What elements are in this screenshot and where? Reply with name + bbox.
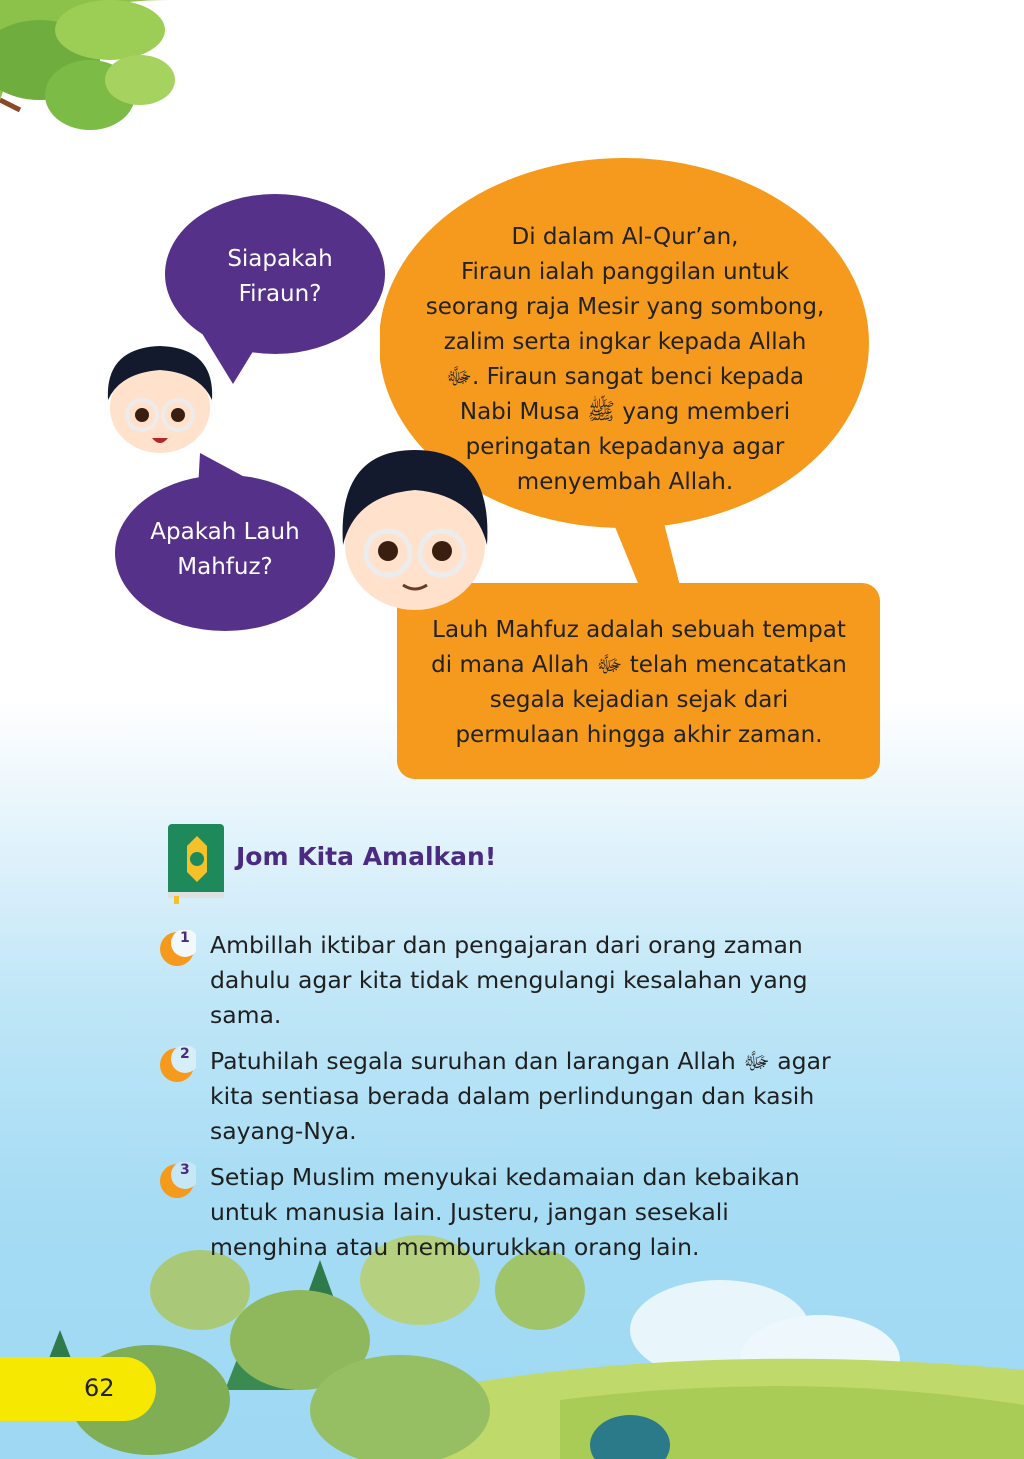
item-number: 3 bbox=[180, 1162, 190, 1178]
page-number: 62 bbox=[84, 1374, 115, 1402]
boy-character-1 bbox=[100, 338, 220, 458]
item-text: Setiap Muslim menyukai kedamaian dan kebaikan untuk manusia lain. Justeru, jangan sesekali menghina atau memburukkan orang lain. bbox=[210, 1163, 800, 1261]
item-number: 2 bbox=[180, 1046, 190, 1062]
list-item bbox=[158, 1160, 838, 1270]
item-number: 1 bbox=[180, 930, 190, 946]
question-1-text: Siapakah Firaun? bbox=[227, 246, 333, 307]
answer-1-text: Di dalam Al-Qur’an, Firaun ialah panggilan untuk seorang raja Mesir yang sombong, zalim serta ingkar kepada Allah ﷻ. Firaun sangat benci kepada Nabi Musa ﷺ yang memberi peringatan kepadanya agar menyembah Allah. bbox=[425, 224, 825, 495]
quran-book-icon bbox=[166, 822, 228, 904]
crescent-moon-icon bbox=[158, 1046, 196, 1084]
crescent-moon-icon bbox=[158, 930, 196, 968]
item-text: Ambillah iktibar dan pengajaran dari orang zaman dahulu agar kita tidak mengulangi kesalahan yang sama. bbox=[210, 931, 808, 1029]
page-number-tab bbox=[0, 1357, 156, 1421]
section-title: Jom Kita Amalkan! bbox=[236, 842, 497, 871]
question-2-text: Apakah Lauh Mahfuz? bbox=[150, 519, 300, 580]
list-item bbox=[158, 1044, 838, 1154]
tree-foliage-top-left bbox=[0, 0, 200, 160]
crescent-moon-icon bbox=[158, 1162, 196, 1200]
answer-2-text: Lauh Mahfuz adalah sebuah tempat di mana Allah ﷻ telah mencatatkan segala kejadian sejak dari permulaan hingga akhir zaman. bbox=[431, 617, 847, 748]
item-text: Patuhilah segala suruhan dan larangan Allah ﷻ agar kita sentiasa berada dalam perlindungan dan kasih sayang-Nya. bbox=[210, 1047, 831, 1145]
boy-character-2 bbox=[335, 445, 495, 615]
list-item bbox=[158, 928, 838, 1038]
